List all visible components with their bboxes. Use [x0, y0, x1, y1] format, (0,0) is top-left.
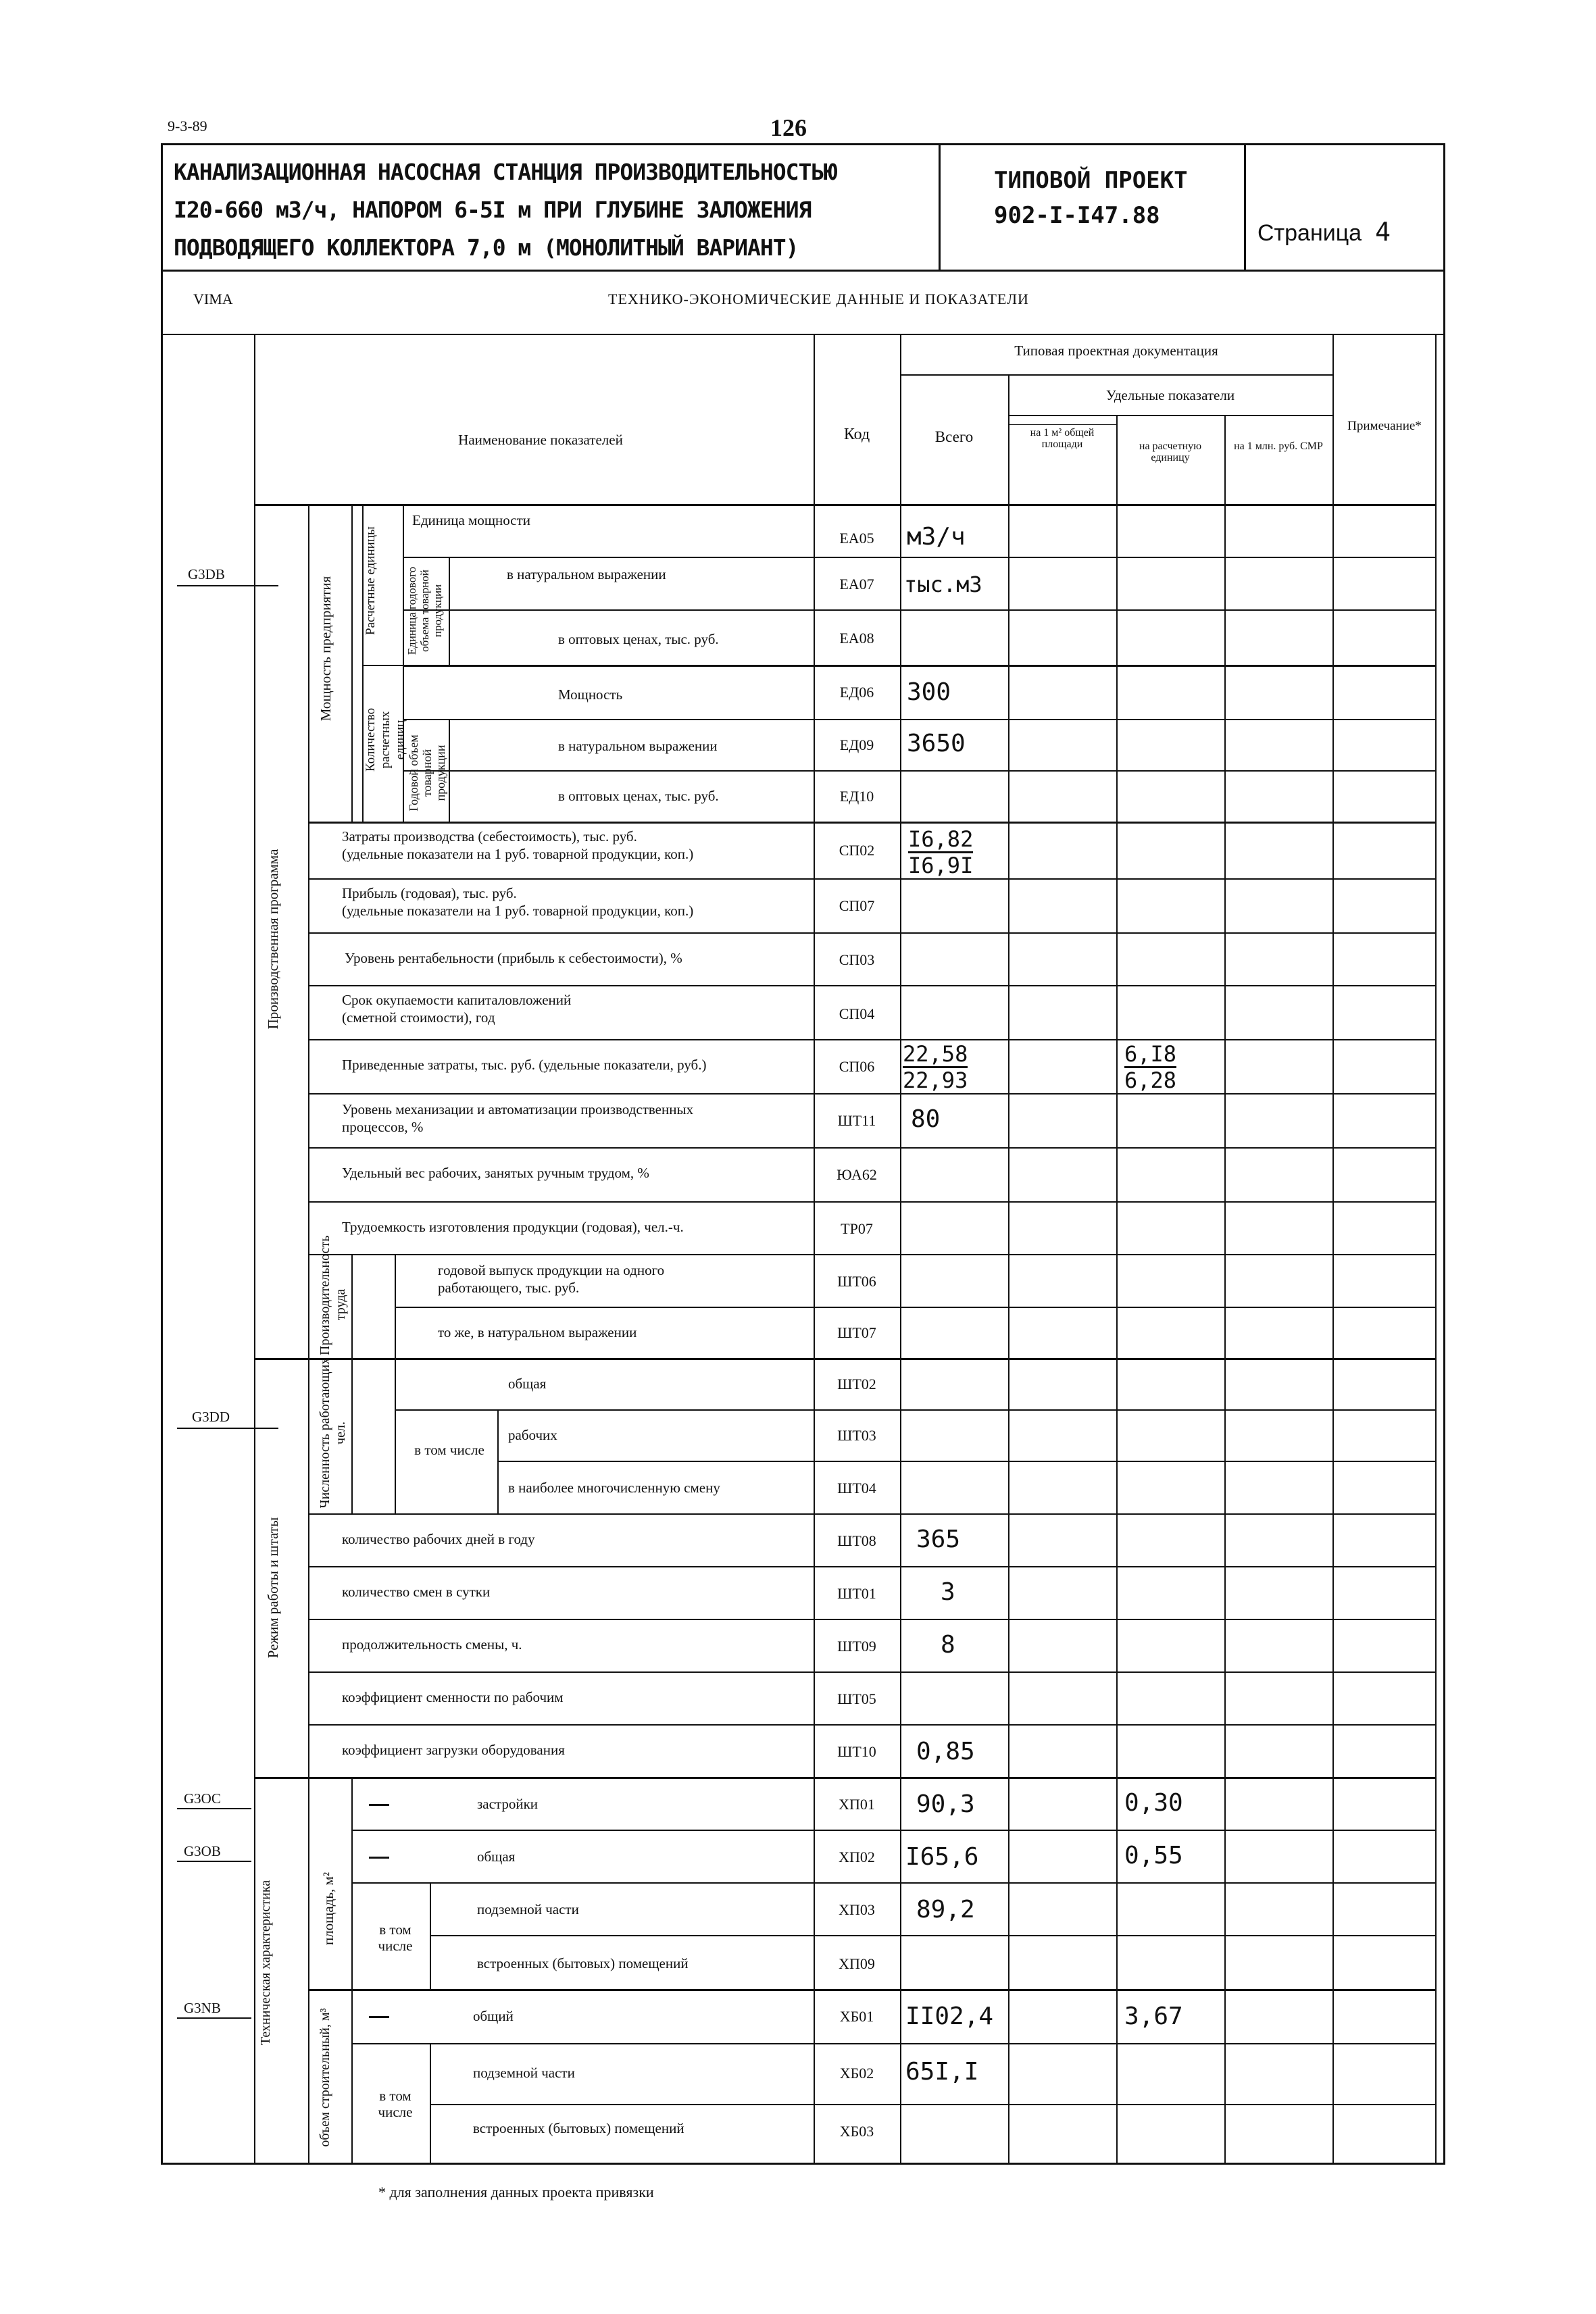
grid-line — [403, 609, 1435, 611]
grid-line — [351, 505, 353, 823]
dash-mark — [369, 2016, 389, 2018]
row-total: 65I,I — [905, 2058, 979, 2086]
row-name: Уровень рентабельности (прибыль к себестоимости), % — [345, 950, 682, 966]
row-name: встроенных (бытовых) помещений — [473, 2120, 684, 2136]
row-total-fraction: $\frac{I6,82}{I6,9I}$ — [908, 826, 974, 878]
row-code: ЕД09 — [839, 736, 874, 753]
grid-line — [395, 1358, 396, 1513]
row-name: общая — [508, 1376, 547, 1392]
grid-line — [814, 334, 815, 2165]
row-code: СП06 — [839, 1058, 875, 1075]
row-total: I65,6 — [905, 1843, 979, 1871]
row-code: ШТ11 — [837, 1112, 876, 1129]
row-total: 3650 — [907, 730, 966, 757]
row-name: в наиболее многочисленную смену — [508, 1480, 720, 1496]
group-label: Единица годового объема товарной продукции — [405, 566, 444, 655]
header-specific: Удельные показатели — [1105, 387, 1235, 403]
row-code: ЮА62 — [837, 1166, 877, 1183]
row-total-fraction: $\frac{22,58}{22,93}$ — [903, 1041, 968, 1093]
tag-line — [177, 585, 278, 586]
grid-line — [351, 1777, 353, 2165]
row-code: СП07 — [839, 897, 875, 914]
group-label: Годовой объем товарной продукции — [407, 734, 447, 811]
tag-label: G3DB — [188, 566, 225, 582]
row-code: ЕД06 — [839, 684, 874, 701]
grid-line — [1332, 334, 1334, 2165]
grid-line — [254, 1777, 1435, 1779]
row-total: тыс.м3 — [904, 572, 982, 597]
incl-label: в том числе — [414, 1442, 484, 1458]
row-total: 3 — [941, 1578, 955, 1606]
grid-line — [308, 878, 1435, 880]
row-code: ШТ09 — [837, 1638, 876, 1655]
row-name: (удельные показатели на 1 руб. товарной продукции, коп.) — [342, 846, 694, 862]
row-name: в натуральном выражении — [558, 738, 718, 754]
tag-line — [177, 1428, 278, 1429]
grid-line — [308, 1254, 1435, 1255]
row-name: Удельный вес рабочих, занятых ручным трудом, % — [342, 1165, 649, 1181]
row-name: годовой выпуск продукции на одного — [438, 1262, 665, 1278]
grid-line — [351, 1882, 1435, 1884]
row-unit: 3,67 — [1124, 2003, 1183, 2030]
row-total: м3/ч — [907, 523, 966, 551]
row-code: ШТ10 — [837, 1743, 876, 1760]
row-name: подземной части — [473, 2065, 575, 2081]
grid-line — [254, 334, 255, 2165]
row-total: II02,4 — [905, 2003, 994, 2030]
row-code: ШТ05 — [837, 1690, 876, 1707]
group-label: Производительность труда — [318, 1235, 348, 1355]
row-code: ХБ01 — [839, 2008, 874, 2025]
tag-line — [177, 2017, 251, 2019]
grid-line — [403, 719, 450, 720]
row-name: (сметной стоимости), год — [342, 1009, 495, 1026]
group-label: Мощность предприятия — [318, 576, 334, 722]
grid-line — [430, 1935, 1435, 1936]
header-code: Код — [843, 426, 870, 443]
group-label: Численность работающих чел. — [318, 1357, 348, 1509]
group-label: Расчетные единицы — [364, 526, 378, 635]
grid-line — [395, 1409, 1435, 1411]
row-name: количество рабочих дней в году — [342, 1531, 535, 1547]
row-unit-fraction: $\frac{6,I8}{6,28}$ — [1124, 1041, 1177, 1093]
page-number: 126 — [770, 114, 807, 141]
row-code: ШТ03 — [837, 1427, 876, 1444]
grid-line — [351, 1254, 353, 1359]
row-name: Единица мощности — [412, 512, 530, 528]
row-name: рабочих — [508, 1427, 557, 1443]
row-name: то же, в натуральном выражении — [438, 1324, 637, 1340]
row-code: ЕА05 — [839, 530, 874, 547]
grid-line — [1435, 334, 1437, 2165]
row-total: 365 — [916, 1526, 961, 1553]
row-name: в натуральном выражении — [507, 566, 666, 582]
header-per-unit: на расчетную единицу — [1139, 441, 1202, 463]
grid-line — [403, 719, 1435, 720]
row-name: коэффициент сменности по рабочим — [342, 1689, 564, 1705]
grid-line — [308, 1671, 1435, 1673]
grid-line — [351, 1358, 353, 1513]
tag-label: G3NB — [184, 2000, 221, 2016]
header-total: Всего — [934, 428, 974, 445]
row-code: ШТ06 — [837, 1273, 876, 1290]
title-block — [161, 143, 1445, 272]
grid-line — [308, 1989, 1435, 1991]
grid-line — [308, 1513, 1435, 1515]
grid-line — [430, 2043, 431, 2165]
grid-line — [900, 374, 1332, 376]
row-name: общая — [477, 1848, 516, 1865]
grid-line — [403, 557, 1435, 558]
grid-line — [308, 1724, 1435, 1726]
group-label: Производственная программа — [265, 849, 281, 1030]
row-unit: 0,30 — [1124, 1789, 1183, 1817]
group-label: объем строительный, м³ — [318, 2008, 332, 2147]
row-code: ХП09 — [839, 1955, 875, 1972]
dash-mark — [369, 1857, 389, 1859]
grid-line — [449, 719, 450, 823]
header-per-m2: на 1 м² общей площади — [1030, 427, 1095, 450]
row-name: продолжительность смены, ч. — [342, 1636, 522, 1653]
tag-line — [177, 1808, 251, 1809]
section-title: ТЕХНИКО-ЭКОНОМИЧЕСКИЕ ДАННЫЕ И ПОКАЗАТЕЛИ — [608, 291, 1029, 307]
grid-line — [900, 334, 901, 2165]
grid-line — [403, 770, 1435, 772]
incl-label: в том числе — [378, 2088, 413, 2120]
document-title: КАНАЛИЗАЦИОННАЯ НАСОСНАЯ СТАНЦИЯ ПРОИЗВОДИТЕЛЬНОСТЬЮ I20-660 м3/ч, НАПОРОМ 6-5I м ПРИ ГЛУБИНЕ ЗАЛОЖЕНИЯ ПОДВОДЯЩЕГО КОЛЛЕКТОРА 7,0 м (МОНОЛИТНЫЙ ВАРИАНТ) — [174, 159, 837, 261]
row-name: процессов, % — [342, 1119, 424, 1135]
grid-line — [362, 665, 403, 666]
row-total: 8 — [941, 1631, 955, 1659]
grid-line — [1008, 415, 1332, 416]
grid-line — [351, 2043, 1435, 2044]
row-code: ШТ07 — [837, 1324, 876, 1341]
row-code: СП03 — [839, 951, 875, 968]
grid-line — [308, 1619, 1435, 1620]
tag-label: G3OC — [184, 1790, 221, 1807]
row-name: общий — [473, 2008, 514, 2024]
grid-line — [308, 1566, 1435, 1567]
divider — [1244, 145, 1246, 270]
header-per-mln: на 1 млн. руб. СМР — [1234, 441, 1323, 452]
grid-line — [254, 1358, 1435, 1360]
row-name: Трудоемкость изготовления продукции (годовая), чел.-ч. — [342, 1219, 684, 1235]
grid-line — [430, 1882, 431, 1989]
row-code: ЕА07 — [839, 576, 874, 593]
row-code: ШТ04 — [837, 1480, 876, 1496]
row-name: коэффициент загрузки оборудования — [342, 1742, 565, 1758]
grid-line — [449, 557, 450, 665]
grid-line — [308, 932, 1435, 934]
section-code: VIMA — [193, 291, 233, 307]
row-code: ТР07 — [841, 1220, 873, 1237]
grid-line — [1008, 374, 1009, 2165]
grid-line — [308, 1147, 1435, 1149]
row-total: 300 — [907, 678, 951, 706]
grid-line — [351, 1830, 1435, 1831]
header-note: Примечание* — [1347, 419, 1422, 433]
row-total: 90,3 — [916, 1790, 975, 1818]
group-label: Техническая характеристика — [258, 1880, 273, 2046]
row-name: работающего, тыс. руб. — [438, 1280, 580, 1296]
row-code: ХП02 — [839, 1848, 875, 1865]
project-id: ТИПОВОЙ ПРОЕКТ 902-I-I47.88 — [994, 167, 1188, 229]
row-name: Мощность — [558, 686, 623, 703]
group-label: Количество расчетных единиц — [364, 707, 407, 772]
row-code: СП04 — [839, 1005, 875, 1022]
tag-line — [177, 1861, 251, 1862]
row-name: Затраты производства (себестоимость), тыс. руб. — [342, 828, 637, 845]
row-total: 89,2 — [916, 1896, 975, 1923]
header-doc: Типовая проектная документация — [1014, 343, 1218, 359]
row-name: (удельные показатели на 1 руб. товарной продукции, коп.) — [342, 903, 694, 919]
grid-line — [1116, 415, 1118, 2165]
row-name: количество смен в сутки — [342, 1584, 491, 1600]
grid-line — [254, 2163, 1437, 2165]
row-name: Уровень механизации и автоматизации производственных — [342, 1101, 694, 1117]
grid-line — [403, 665, 1435, 667]
row-code: СП02 — [839, 842, 875, 859]
footnote: * для заполнения данных проекта привязки — [378, 2184, 654, 2200]
row-code: ЕД10 — [839, 788, 874, 805]
tag-label: G3DD — [192, 1409, 230, 1425]
incl-label: в том числе — [378, 1921, 413, 1954]
row-total: 80 — [911, 1105, 941, 1133]
row-code: ШТ02 — [837, 1376, 876, 1392]
grid-line — [308, 1201, 1435, 1203]
grid-line — [254, 504, 1437, 506]
grid-line — [497, 1461, 1435, 1462]
header-name: Наименование показателей — [458, 432, 623, 448]
row-name: в оптовых ценах, тыс. руб. — [558, 631, 719, 647]
grid-line — [308, 985, 1435, 986]
row-code: ХБ02 — [839, 2065, 874, 2082]
row-total: 0,85 — [916, 1738, 975, 1765]
divider — [939, 145, 941, 270]
sheet-number: 9-3-89 — [168, 118, 207, 134]
group-label: площадь, м² — [320, 1871, 336, 1946]
grid-line — [395, 1307, 1435, 1308]
row-code: ШТ08 — [837, 1532, 876, 1549]
tag-label: G3OB — [184, 1843, 221, 1859]
row-code: ХБ03 — [839, 2123, 874, 2140]
row-unit: 0,55 — [1124, 1842, 1183, 1869]
grid-line — [1008, 424, 1116, 425]
grid-line — [395, 1254, 396, 1359]
row-name: застройки — [477, 1796, 539, 1812]
grid-line — [1224, 415, 1226, 2165]
row-name: в оптовых ценах, тыс. руб. — [558, 788, 719, 804]
grid-line — [308, 1039, 1435, 1040]
row-name: встроенных (бытовых) помещений — [477, 1955, 689, 1971]
row-code: ЕА08 — [839, 630, 874, 647]
grid-line — [308, 505, 309, 2165]
grid-line — [308, 1093, 1435, 1095]
main-frame — [161, 272, 1445, 2165]
row-name: Срок окупаемости капиталовложений — [342, 992, 572, 1008]
grid-line — [497, 1409, 499, 1513]
grid-line — [254, 334, 1437, 335]
page-field: Страница 4 — [1257, 217, 1391, 247]
row-code: ХП03 — [839, 1901, 875, 1918]
group-label: Режим работы и штаты — [265, 1517, 281, 1659]
dash-mark — [369, 1804, 389, 1806]
row-code: ХП01 — [839, 1796, 875, 1813]
grid-line — [308, 822, 1435, 824]
row-name: Прибыль (годовая), тыс. руб. — [342, 885, 517, 901]
grid-line — [430, 2104, 1435, 2105]
row-code: ШТ01 — [837, 1585, 876, 1602]
row-name: подземной части — [477, 1901, 579, 1917]
row-name: Приведенные затраты, тыс. руб. (удельные показатели, руб.) — [342, 1057, 707, 1073]
